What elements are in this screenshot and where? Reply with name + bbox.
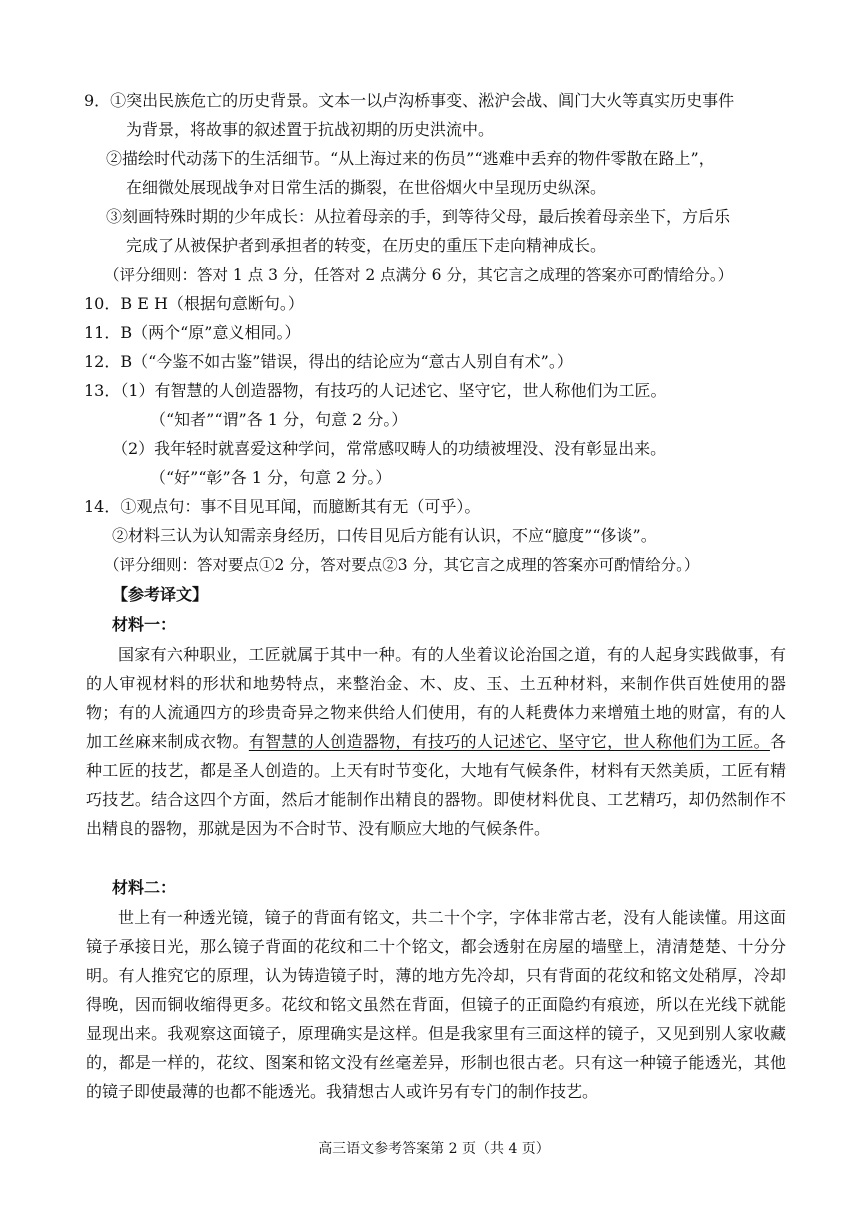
- q10-answer: 10．B E H（根据句意断句。）: [84, 294, 304, 313]
- material-2-paragraph: 世上有一种透光镜，镜子的背面有铭文，共二十个字，字体非常古老，没有人能读懂。用这面镜子承接日光，那么镜子背面的花纹和二十个铭文，都会透射在房屋的墙壁上，清清楚楚、十分分明。有人推究它的原理，认为铸造镜子时，薄的地方先冷却，只有背面的花纹和铭文处稍厚，冷却得晚，因而铜收缩得更多。花纹和铭文虽然在背面，但镜子的正面隐约有痕迹，所以在光线下就能显现出来。我观察这面镜子，原理确实是这样。但是我家里有三面这样的镜子，又见到别人家收藏的，都是一样的，花纹、图案和铭文没有丝毫差异，形制也很古老。只有这一种镜子能透光，其他的镜子即使最薄的也都不能透光。我猜想古人或许另有专门的制作技艺。: [86, 908, 786, 1101]
- material-1-title: 材料一：: [112, 615, 177, 634]
- material-2-title: 材料二：: [112, 878, 177, 897]
- q9-line-4: 在细微处展现战争对日常生活的撕裂，在世俗烟火中呈现历史纵深。: [126, 178, 607, 197]
- material-1-underlined-sentence: 有智慧的人创造器物，有技巧的人记述它、坚守它，世人称他们为工匠。: [248, 732, 770, 751]
- translation-heading: 【参考译文】: [112, 585, 209, 604]
- q13-answer-1: 13．（1）有智慧的人创造器物，有技巧的人记述它、坚守它，世人称他们为工匠。: [84, 381, 667, 400]
- material-1-text-a: 国家有六种职业，工匠就属于其中一种。有的人坐着议论治国之道，有的人起身实践做事，有的人审视材料的形状和地势特点，来整治金、木、皮、玉、土五种材料，来制作供百姓使用的器物；有的人流通四方的珍贵奇异之物来供给人们使用，有的人耗费体力来增殖土地的财富，有的人加工丝麻来制成衣物。: [86, 645, 786, 751]
- page-footer: 高三语文参考答案第 2 页（共 4 页）: [318, 1141, 550, 1157]
- q13-answer-2: （2）我年轻时就喜爱这种学问，常常感叹畴人的功绩被埋没、没有彰显出来。: [112, 439, 667, 458]
- q13-note-1: （“知者”“谓”各 1 分，句意 2 分。）: [150, 410, 408, 429]
- q9-line-3: ②描绘时代动荡下的生活细节。“从上海过来的伤员”“逃难中丢弃的物件零散在路上”，: [106, 149, 715, 168]
- q13-note-2: （“好”“彰”各 1 分，句意 2 分。）: [150, 468, 392, 487]
- q14-scoring-note: （评分细则：答对要点①2 分，答对要点②3 分，其它言之成理的答案亦可酌情给分。）: [104, 556, 700, 574]
- material-1-paragraph: [86, 640, 786, 843]
- q14-answer-1: 14．①观点句：事不目见耳闻，而臆断其有无（可乎）。: [84, 497, 481, 516]
- q9-line-1: 9．①突出民族危亡的历史背景。文本一以卢沟桥事变、淞沪会战、阊门大火等真实历史事件: [84, 91, 735, 110]
- q12-answer: 12．B（“今鉴不如古鉴”错误，得出的结论应为“意古人别自有术”。）: [84, 352, 573, 371]
- q11-answer: 11．B（两个“原”意义相同。）: [84, 323, 301, 342]
- q9-line-6: 完成了从被保护者到承担者的转变，在历史的重压下走向精神成长。: [126, 236, 607, 255]
- q9-scoring-note: （评分细则：答对 1 点 3 分，任答对 2 点满分 6 分，其它言之成理的答案亦可酌情给分。）: [104, 266, 734, 284]
- material-1-text-b: 各种工匠的技艺，都是圣人创造的。上天有时节变化，大地有气候条件，材料有天然美质，工匠有精巧技艺。结合这四个方面，然后才能制作出精良的器物。即使材料优良、工艺精巧，却仍然制作不出精良的器物，那就是因为不合时节、没有顺应大地的气候条件。: [86, 732, 786, 838]
- q14-answer-2: ②材料三认为认知需亲身经历，口传目见后方能有认识，不应“臆度”“侈谈”。: [112, 526, 657, 545]
- q9-line-2: 为背景，将故事的叙述置于抗战初期的历史洪流中。: [126, 120, 495, 139]
- q9-line-5: ③刻画特殊时期的少年成长：从拉着母亲的手，到等待父母，最后挨着母亲坐下，方后乐: [106, 207, 731, 226]
